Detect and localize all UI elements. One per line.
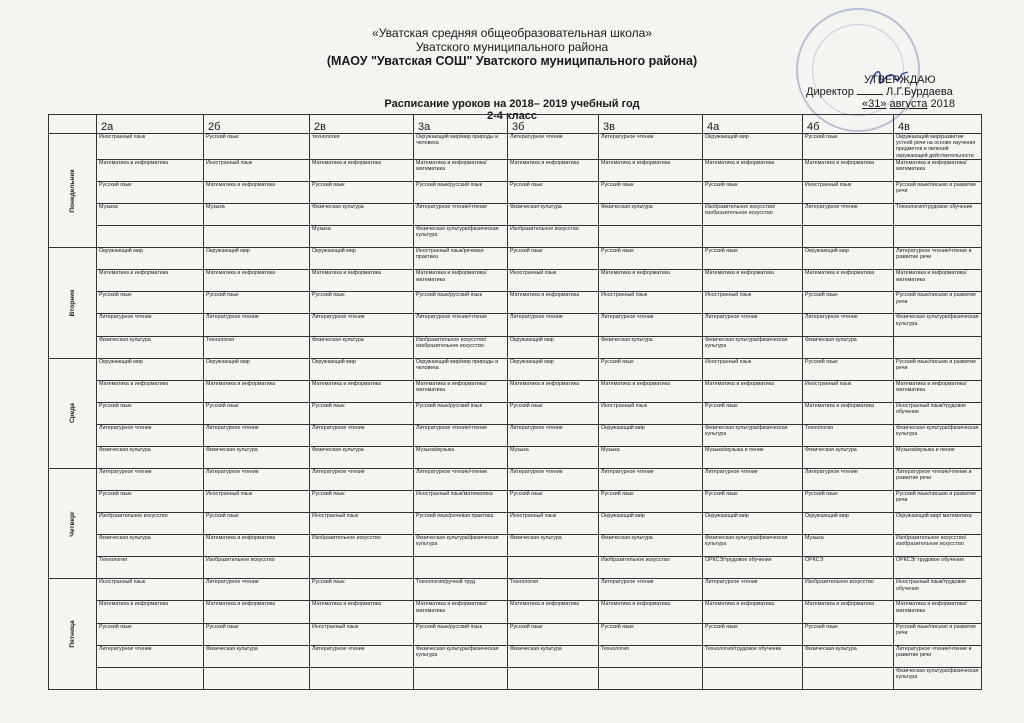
lesson-row: [49, 292, 982, 314]
lesson-cell: Технология: [97, 557, 204, 579]
lesson-cell: Музыка/музыка и пение: [894, 446, 982, 468]
lesson-cell: Окружающий мир: [599, 424, 703, 446]
approval-title: УТВЕРЖДАЮ: [864, 74, 936, 86]
lesson-cell: Математика и информатика: [310, 380, 414, 402]
lesson-row: [49, 601, 982, 623]
lesson-cell: Русский язык: [703, 181, 803, 203]
lesson-cell: Русский язык/письмо и развитие речи: [894, 491, 982, 513]
lesson-cell: Литературное чтение: [204, 314, 310, 336]
lesson-cell: Музыка: [599, 446, 703, 468]
lesson-cell: Физическая культура: [508, 645, 599, 667]
lesson-cell: Окружающий мир: [703, 134, 803, 160]
lesson-cell: Физическая культура: [599, 336, 703, 358]
lesson-cell: Русский язык: [310, 181, 414, 203]
schedule-subtitle: 2-4 класс: [487, 110, 537, 122]
lesson-row: [49, 181, 982, 203]
lesson-row: [49, 469, 982, 491]
lesson-cell: ОРКСЭ/ трудовое обучение: [894, 557, 982, 579]
lesson-cell: Русский язык: [508, 623, 599, 645]
lesson-cell: Русский язык/русский язык: [414, 292, 508, 314]
lesson-cell: Изобразительное искусство/изобразительное искусство: [703, 204, 803, 226]
lesson-cell: Литературное чтение/чтение: [414, 204, 508, 226]
lesson-row: [49, 134, 982, 160]
lesson-row: [49, 535, 982, 557]
lesson-cell: [803, 226, 894, 248]
lesson-row: [49, 226, 982, 248]
lesson-cell: Математика и информатика: [204, 270, 310, 292]
lesson-cell: Русский язык: [599, 623, 703, 645]
lesson-cell: Литературное чтение: [97, 469, 204, 491]
lesson-cell: Литературное чтение/чтение: [414, 424, 508, 446]
lesson-cell: Русский язык: [599, 248, 703, 270]
lesson-cell: Математика и информатика: [204, 380, 310, 402]
lesson-cell: Физическая культура: [204, 645, 310, 667]
director-label: Директор: [806, 86, 854, 98]
lesson-cell: Изобразительное искусство: [803, 579, 894, 601]
day-label-cell: [49, 469, 97, 579]
lesson-cell: Русский язык/русский язык: [414, 181, 508, 203]
lesson-cell: Русский язык: [508, 181, 599, 203]
schedule-title: Расписание уроков на 2018– 2019 учебный год: [384, 98, 640, 110]
lesson-row: [49, 402, 982, 424]
lesson-cell: Иностранный язык/речевая практика: [414, 248, 508, 270]
lesson-cell: Математика и информатика: [204, 535, 310, 557]
lesson-cell: Окружающий мир/развитие устной речи на основе изучения предметов и явлений окружающей действительности: [894, 134, 982, 160]
lesson-cell: Литературное чтение: [803, 469, 894, 491]
lesson-cell: Физическая культура: [508, 204, 599, 226]
lesson-cell: Литературное чтение/чтение: [414, 469, 508, 491]
lesson-cell: [894, 336, 982, 358]
lesson-cell: Музыка: [803, 535, 894, 557]
day-label: Среда: [68, 403, 76, 424]
lesson-cell: Окружающий мир/ математика: [894, 513, 982, 535]
lesson-cell: Физическая культура: [599, 535, 703, 557]
lesson-cell: Литературное чтение/чтение и развитие речи: [894, 469, 982, 491]
lesson-cell: Физическая культура/физическая культура: [414, 226, 508, 248]
lesson-cell: Литературное чтение/чтение и развитие речи: [894, 645, 982, 667]
lesson-cell: Литературное чтение: [599, 469, 703, 491]
lesson-cell: Физическая культура: [310, 204, 414, 226]
class-header: 3в: [599, 115, 703, 134]
lesson-cell: Математика и информатика: [508, 292, 599, 314]
lesson-cell: Иностранный язык: [803, 380, 894, 402]
lesson-cell: Физическая культура: [310, 446, 414, 468]
lesson-cell: Иностранный язык: [97, 134, 204, 160]
lesson-cell: Физическая культура: [803, 446, 894, 468]
lesson-row: [49, 446, 982, 468]
lesson-row: [49, 314, 982, 336]
class-header: 2в: [310, 115, 414, 134]
lesson-cell: Литературное чтение: [204, 579, 310, 601]
lesson-cell: Иностранный язык: [508, 513, 599, 535]
lesson-cell: технология: [310, 134, 414, 160]
schedule-table: [48, 114, 982, 690]
lesson-row: [49, 557, 982, 579]
lesson-cell: [703, 226, 803, 248]
lesson-cell: Литературное чтение: [703, 314, 803, 336]
lesson-cell: Окружающий мир: [204, 358, 310, 380]
lesson-cell: Математика и информатика: [204, 601, 310, 623]
lesson-cell: Русский язык: [703, 623, 803, 645]
lesson-cell: Иностранный язык: [204, 491, 310, 513]
lesson-cell: Русский язык/русский язык: [414, 402, 508, 424]
lesson-cell: Русский язык: [204, 402, 310, 424]
lesson-cell: Физическая культура/физическая культура: [894, 667, 982, 689]
lesson-cell: Математика и информатика/математика: [894, 159, 982, 181]
lesson-cell: Русский язык: [97, 292, 204, 314]
lesson-cell: Технология: [803, 424, 894, 446]
lesson-cell: Русский язык: [97, 402, 204, 424]
lesson-cell: Иностранный язык/трудовое обучение: [894, 579, 982, 601]
lesson-cell: Технология: [204, 336, 310, 358]
lesson-row: [49, 270, 982, 292]
school-short-name: (МАОУ "Уватская СОШ" Уватского муниципального района): [326, 54, 698, 68]
lesson-cell: Русский язык: [703, 248, 803, 270]
lesson-cell: Окружающий мир: [310, 358, 414, 380]
lesson-cell: Математика и информатика: [703, 159, 803, 181]
lesson-cell: Русский язык: [703, 402, 803, 424]
lesson-cell: Литературное чтение: [310, 469, 414, 491]
lesson-cell: Математика и информатика: [97, 601, 204, 623]
lesson-cell: Иностранный язык: [599, 292, 703, 314]
day-label: Четверг: [68, 510, 76, 537]
lesson-cell: Физическая культура: [204, 446, 310, 468]
lesson-cell: Математика и информатика: [310, 270, 414, 292]
class-header: 3б: [508, 115, 599, 134]
lesson-cell: Литературное чтение/чтение и развитие речи: [894, 248, 982, 270]
lesson-cell: Математика и информатика/математика: [414, 380, 508, 402]
lesson-cell: Математика и информатика: [599, 380, 703, 402]
lesson-cell: Математика и информатика/математика: [894, 601, 982, 623]
lesson-cell: Математика и информатика: [703, 380, 803, 402]
class-header: 4б: [803, 115, 894, 134]
school-district: Уватского муниципального района: [415, 40, 609, 54]
lesson-row: [49, 380, 982, 402]
lesson-cell: Окружающий мир/мир природы и человека: [414, 358, 508, 380]
lesson-cell: Музыка: [204, 204, 310, 226]
lesson-cell: Окружающий мир: [803, 248, 894, 270]
lesson-cell: Русский язык/русский язык: [414, 623, 508, 645]
lesson-cell: Литературное чтение: [803, 314, 894, 336]
lesson-cell: Математика и информатика: [703, 601, 803, 623]
lesson-cell: Математика и информатика: [310, 159, 414, 181]
lesson-cell: Математика и информатика: [599, 270, 703, 292]
lesson-row: [49, 204, 982, 226]
lesson-cell: Литературное чтение: [599, 314, 703, 336]
lesson-cell: Русский язык: [599, 181, 703, 203]
class-header: 2а: [97, 115, 204, 134]
lesson-cell: Литературное чтение: [508, 134, 599, 160]
lesson-row: [49, 579, 982, 601]
lesson-cell: [599, 226, 703, 248]
lesson-cell: Физическая культура: [803, 645, 894, 667]
lesson-cell: Русский язык: [803, 623, 894, 645]
lesson-cell: Изобразительное искусство: [310, 535, 414, 557]
lesson-cell: [508, 557, 599, 579]
lesson-cell: Литературное чтение: [803, 204, 894, 226]
approval-year: 2018: [930, 98, 955, 110]
lesson-cell: Физическая культура: [97, 535, 204, 557]
lesson-cell: Математика и информатика/математика: [894, 270, 982, 292]
lesson-cell: [97, 226, 204, 248]
lesson-cell: Литературное чтение: [703, 469, 803, 491]
day-label-cell: [49, 358, 97, 468]
lesson-cell: Технология/трудовое обучение: [703, 645, 803, 667]
lesson-cell: Иностранный язык: [310, 623, 414, 645]
lesson-cell: Музыка: [310, 226, 414, 248]
lesson-cell: Математика и информатика: [508, 159, 599, 181]
lesson-cell: Математика и информатика: [599, 601, 703, 623]
lesson-cell: Иностранный язык: [703, 358, 803, 380]
lesson-cell: Литературное чтение: [599, 134, 703, 160]
lesson-cell: ОРКСЭ/трудовое обучение: [703, 557, 803, 579]
lesson-cell: [803, 667, 894, 689]
approval-director-line: [806, 86, 955, 98]
lesson-cell: Иностранный язык/математика: [414, 491, 508, 513]
lesson-cell: Литературное чтение/чтение: [414, 314, 508, 336]
lesson-cell: Математика и информатика/математика: [414, 159, 508, 181]
lesson-cell: Русский язык: [97, 623, 204, 645]
lesson-cell: Математика и информатика: [204, 181, 310, 203]
lesson-cell: Изобразительное искусство: [204, 557, 310, 579]
lesson-cell: Музыка/музыка и пение: [703, 446, 803, 468]
lesson-cell: Математика и информатика: [310, 601, 414, 623]
lesson-row: [49, 645, 982, 667]
lesson-cell: Физическая культура/физическая культура: [703, 535, 803, 557]
lesson-cell: Иностранный язык: [599, 402, 703, 424]
lesson-cell: Математика и информатика: [599, 159, 703, 181]
lesson-cell: Физическая культура/физическая культура: [703, 424, 803, 446]
lesson-cell: Русский язык: [703, 491, 803, 513]
lesson-cell: Изобразительное искусство: [508, 226, 599, 248]
lesson-cell: Литературное чтение: [204, 469, 310, 491]
lesson-cell: Физическая культура/физическая культура: [894, 424, 982, 446]
lesson-cell: Иностранный язык/трудовое обучение: [894, 402, 982, 424]
lesson-row: [49, 336, 982, 358]
lesson-cell: Изобразительное искусство: [97, 513, 204, 535]
lesson-cell: Изобразительное искусство: [599, 557, 703, 579]
class-header: 4а: [703, 115, 803, 134]
lesson-row: [49, 491, 982, 513]
lesson-cell: Иностранный язык: [97, 579, 204, 601]
lesson-cell: Русский язык: [508, 402, 599, 424]
lesson-cell: Физическая культура: [599, 204, 703, 226]
lesson-cell: Русский язык: [599, 358, 703, 380]
lesson-cell: Математика и информатика: [97, 159, 204, 181]
lesson-row: [49, 248, 982, 270]
class-header: 3а: [414, 115, 508, 134]
lesson-cell: Литературное чтение: [97, 314, 204, 336]
lesson-cell: Литературное чтение: [310, 424, 414, 446]
lesson-cell: Иностранный язык: [204, 159, 310, 181]
schedule-body: [49, 134, 982, 690]
lesson-row: [49, 623, 982, 645]
day-label-cell: [49, 134, 97, 248]
lesson-cell: Математика и информатика: [508, 601, 599, 623]
lesson-cell: Русский язык: [803, 134, 894, 160]
lesson-cell: [414, 667, 508, 689]
day-label: Вторник: [68, 289, 76, 317]
lesson-cell: Технология: [599, 645, 703, 667]
lesson-cell: Русский язык: [310, 292, 414, 314]
lesson-row: [49, 513, 982, 535]
day-label: Понедельник: [68, 168, 76, 213]
lesson-cell: Математика и информатика: [803, 159, 894, 181]
day-label-cell: [49, 579, 97, 690]
lesson-cell: Физическая культура: [97, 446, 204, 468]
lesson-cell: [703, 667, 803, 689]
lesson-cell: Литературное чтение: [508, 314, 599, 336]
lesson-row: [49, 358, 982, 380]
lesson-cell: Изобразительное искусство/изобразительное искусство: [414, 336, 508, 358]
lesson-cell: Математика и информатика: [803, 270, 894, 292]
approval-day: «31»: [862, 98, 887, 110]
lesson-cell: Окружающий мир: [508, 358, 599, 380]
lesson-cell: Физическая культура/физическая культура: [703, 336, 803, 358]
lesson-cell: Окружающий мир: [599, 513, 703, 535]
lesson-cell: Русский язык/речевая практика: [414, 513, 508, 535]
lesson-cell: Русский язык/письмо и развитие речи: [894, 181, 982, 203]
lesson-cell: Иностранный язык: [703, 292, 803, 314]
lesson-cell: Математика и информатика: [703, 270, 803, 292]
lesson-cell: Математика и информатика: [97, 270, 204, 292]
lesson-cell: Технология/ручной труд: [414, 579, 508, 601]
lesson-cell: [97, 667, 204, 689]
lesson-cell: Физическая культура/физическая культура: [894, 314, 982, 336]
director-name: Л.Г.Бурдаева: [886, 86, 953, 98]
lesson-cell: Русский язык/письмо и развитие речи: [894, 292, 982, 314]
lesson-cell: Математика и информатика/математика: [894, 380, 982, 402]
lesson-cell: Русский язык: [599, 491, 703, 513]
lesson-cell: Литературное чтение: [204, 424, 310, 446]
lesson-cell: Окружающий мир: [204, 248, 310, 270]
lesson-cell: Физическая культура: [310, 336, 414, 358]
lesson-cell: Русский язык: [310, 402, 414, 424]
lesson-cell: Музыка/музыка: [414, 446, 508, 468]
lesson-cell: Русский язык: [310, 491, 414, 513]
lesson-row: [49, 667, 982, 689]
lesson-cell: Иностранный язык: [310, 513, 414, 535]
lesson-cell: Литературное чтение: [508, 424, 599, 446]
lesson-cell: Окружающий мир/мир природы и человека: [414, 134, 508, 160]
lesson-cell: Музыка: [97, 204, 204, 226]
lesson-cell: Русский язык: [204, 292, 310, 314]
lesson-cell: Литературное чтение: [599, 579, 703, 601]
lesson-cell: Литературное чтение: [508, 469, 599, 491]
lesson-cell: [894, 226, 982, 248]
lesson-cell: Математика и информатика: [97, 380, 204, 402]
lesson-cell: Русский язык: [97, 181, 204, 203]
lesson-cell: Литературное чтение: [703, 579, 803, 601]
lesson-cell: Русский язык: [204, 134, 310, 160]
lesson-cell: Русский язык: [508, 491, 599, 513]
class-header: 2б: [204, 115, 310, 134]
lesson-cell: Русский язык: [310, 579, 414, 601]
lesson-cell: ОРКСЭ: [803, 557, 894, 579]
lesson-cell: Русский язык: [97, 491, 204, 513]
lesson-cell: Физическая культура/физическая культура: [414, 645, 508, 667]
lesson-cell: Математика и информатика: [803, 402, 894, 424]
lesson-cell: Физическая культура: [97, 336, 204, 358]
lesson-cell: Литературное чтение: [97, 424, 204, 446]
class-header-row: [49, 115, 982, 134]
lesson-cell: [414, 557, 508, 579]
lesson-cell: Русский язык/письмо и развитие речи: [894, 358, 982, 380]
lesson-cell: Физическая культура: [508, 535, 599, 557]
lesson-row: [49, 424, 982, 446]
lesson-cell: Литературное чтение: [97, 645, 204, 667]
lesson-cell: [508, 667, 599, 689]
lesson-cell: Литературное чтение: [310, 645, 414, 667]
lesson-cell: Литературное чтение: [310, 314, 414, 336]
lesson-cell: Математика и информатика: [803, 601, 894, 623]
lesson-cell: Окружающий мир: [97, 358, 204, 380]
lesson-cell: Русский язык: [803, 491, 894, 513]
lesson-cell: Музыка: [508, 446, 599, 468]
lesson-cell: Технология: [508, 579, 599, 601]
lesson-cell: Окружающий мир: [803, 513, 894, 535]
lesson-cell: Математика и информатика/математика: [414, 270, 508, 292]
day-label: Пятница: [68, 620, 76, 648]
lesson-cell: Физическая культура/физическая культура: [414, 535, 508, 557]
lesson-cell: Изобразительное искусство/изобразительное искусство: [894, 535, 982, 557]
lesson-cell: Окружающий мир: [310, 248, 414, 270]
lesson-cell: [599, 667, 703, 689]
lesson-cell: Иностранный язык: [803, 181, 894, 203]
lesson-cell: Русский язык: [508, 248, 599, 270]
approval-month: августа: [889, 98, 928, 110]
lesson-cell: Русский язык/письмо и развитие речи: [894, 623, 982, 645]
lesson-cell: Окружающий мир: [508, 336, 599, 358]
lesson-cell: Математика и информатика/математика: [414, 601, 508, 623]
corner-cell: [49, 115, 97, 134]
lesson-cell: Русский язык: [803, 292, 894, 314]
lesson-cell: Окружающий мир: [703, 513, 803, 535]
lesson-cell: Русский язык: [204, 623, 310, 645]
lesson-cell: [204, 226, 310, 248]
lesson-cell: [310, 557, 414, 579]
lesson-cell: Математика и информатика: [508, 380, 599, 402]
lesson-cell: Русский язык: [204, 513, 310, 535]
lesson-cell: Технология/трудовое обучение: [894, 204, 982, 226]
lesson-cell: Иностранный язык: [508, 270, 599, 292]
day-label-cell: [49, 248, 97, 358]
lesson-cell: Физическая культура: [803, 336, 894, 358]
lesson-cell: Окружающий мир: [97, 248, 204, 270]
lesson-cell: [310, 667, 414, 689]
school-name: «Уватская средняя общеобразовательная школа»: [372, 26, 652, 40]
class-header: 4в: [894, 115, 982, 134]
lesson-cell: Русский язык: [803, 358, 894, 380]
lesson-row: [49, 159, 982, 181]
lesson-cell: [204, 667, 310, 689]
